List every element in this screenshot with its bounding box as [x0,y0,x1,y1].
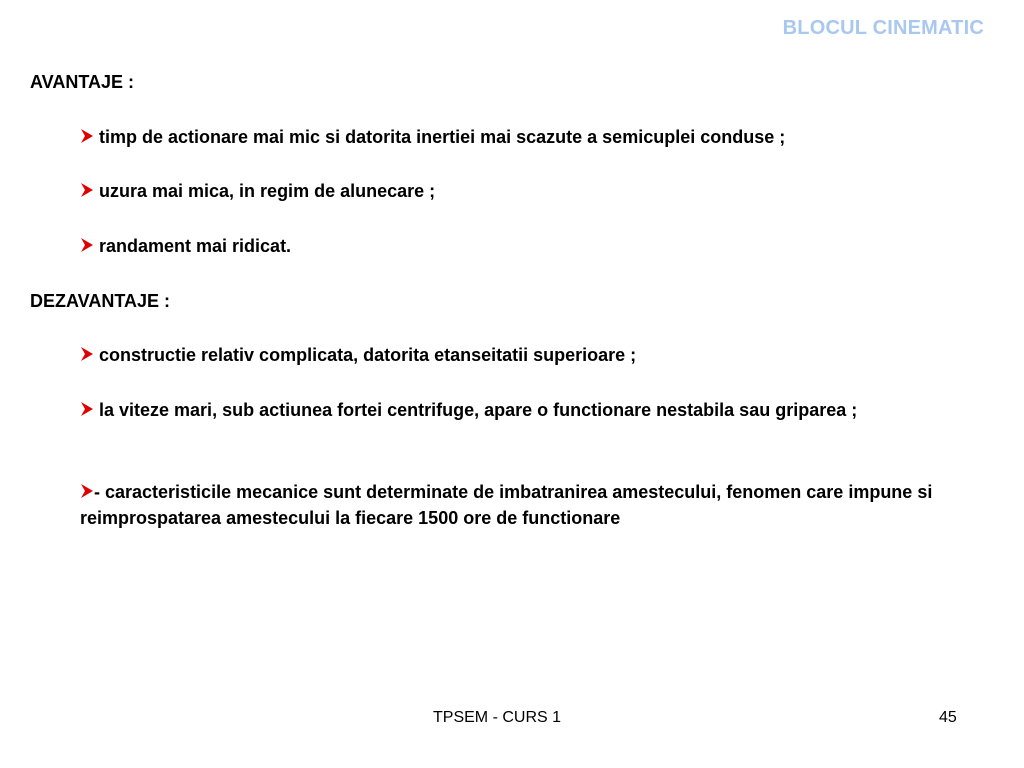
bullet-text: - caracteristicile mecanice sunt determinate de imbatranirea amestecului, fenomen care impune si reimprospatarea amestecului la fiecare 1500 ore de functionare [80,482,933,528]
section-heading-advantages: AVANTAJE : [30,72,135,92]
bullet-text: timp de actionare mai mic si datorita inertiei mai scazute a semicuplei conduse ; [99,127,786,147]
bullet-item [80,397,980,423]
arrow-bullet-icon [80,346,94,362]
bullet-item [80,342,980,368]
bullet-text: uzura mai mica, in regim de alunecare ; [99,181,436,201]
arrow-bullet-icon [80,128,94,144]
bullet-text: randament mai ridicat. [99,236,292,256]
bullet-text: la viteze mari, sub actiunea fortei centrifuge, apare o functionare nestabila sau griparea ; [99,400,858,420]
arrow-bullet-icon [80,237,94,253]
arrow-bullet-icon [80,182,94,198]
section-heading-disadvantages: DEZAVANTAJE : [30,291,171,311]
page-number: 45 [939,709,957,726]
footer-course-label: TPSEM - CURS 1 [433,709,562,726]
arrow-bullet-icon [80,483,94,499]
bullet-item [80,124,980,150]
bullet-item [80,479,980,531]
bullet-item [80,178,980,204]
bullet-text: constructie relativ complicata, datorita etanseitatii superioare ; [99,345,637,365]
slide-title: BLOCUL CINEMATIC [782,17,984,39]
arrow-bullet-icon [80,401,94,417]
bullet-item [80,233,980,259]
